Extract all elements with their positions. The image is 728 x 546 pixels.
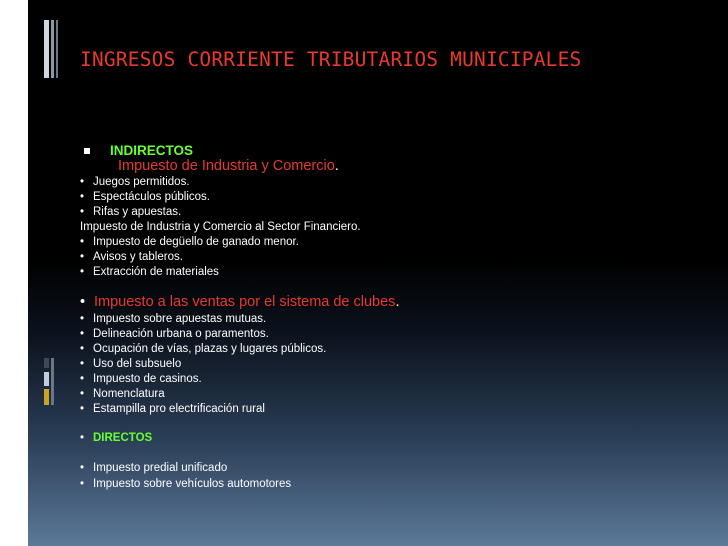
list-item: • Delineación urbana o paramentos.	[80, 328, 269, 340]
list-item: • Uso del subsuelo	[80, 358, 182, 370]
slide	[28, 0, 728, 546]
list-item: • Ocupación de vías, plazas y lugares públicos.	[80, 343, 327, 355]
list-item: • Estampilla pro electrificación rural	[80, 403, 265, 415]
ventas-label: Impuesto a las ventas por el sistema de clubes	[94, 294, 396, 310]
list-item: • Extracción de materiales	[80, 266, 219, 278]
list-item: • Avisos y tableros.	[80, 251, 183, 263]
plain-line: Impuesto de Industria y Comercio al Sector Financiero.	[80, 221, 361, 233]
list-item: • Impuesto sobre apuestas mutuas.	[80, 313, 267, 325]
list-item: • Espectáculos públicos.	[80, 191, 210, 203]
list-item: • Impuesto de casinos.	[80, 373, 202, 385]
list-item: • Rifas y apuestas.	[80, 206, 182, 218]
indirectos-heading-row	[84, 143, 193, 159]
list-item: • Impuesto sobre vehículos automotores	[80, 478, 292, 490]
directos-heading: DIRECTOS	[93, 432, 153, 444]
list-item: • Impuesto predial unificado	[80, 462, 228, 474]
directos-heading-row: • DIRECTOS	[80, 432, 153, 444]
list-item: • Impuesto de degüello de ganado menor.	[80, 236, 299, 248]
slide-content	[28, 0, 728, 546]
square-bullet-icon	[84, 148, 90, 154]
slide-title: INGRESOS CORRIENTE TRIBUTARIOS MUNICIPALES	[80, 48, 582, 71]
list-item: • Juegos permitidos.	[80, 176, 190, 188]
list-item: • Nomenclatura	[80, 388, 165, 400]
indirectos-heading: INDIRECTOS	[110, 143, 194, 158]
industria-row: Impuesto de Industria y Comercio.	[118, 158, 339, 174]
industria-label: Impuesto de Industria y Comercio	[118, 158, 335, 174]
ventas-row: • Impuesto a las ventas por el sistema de clubes.	[80, 294, 400, 310]
